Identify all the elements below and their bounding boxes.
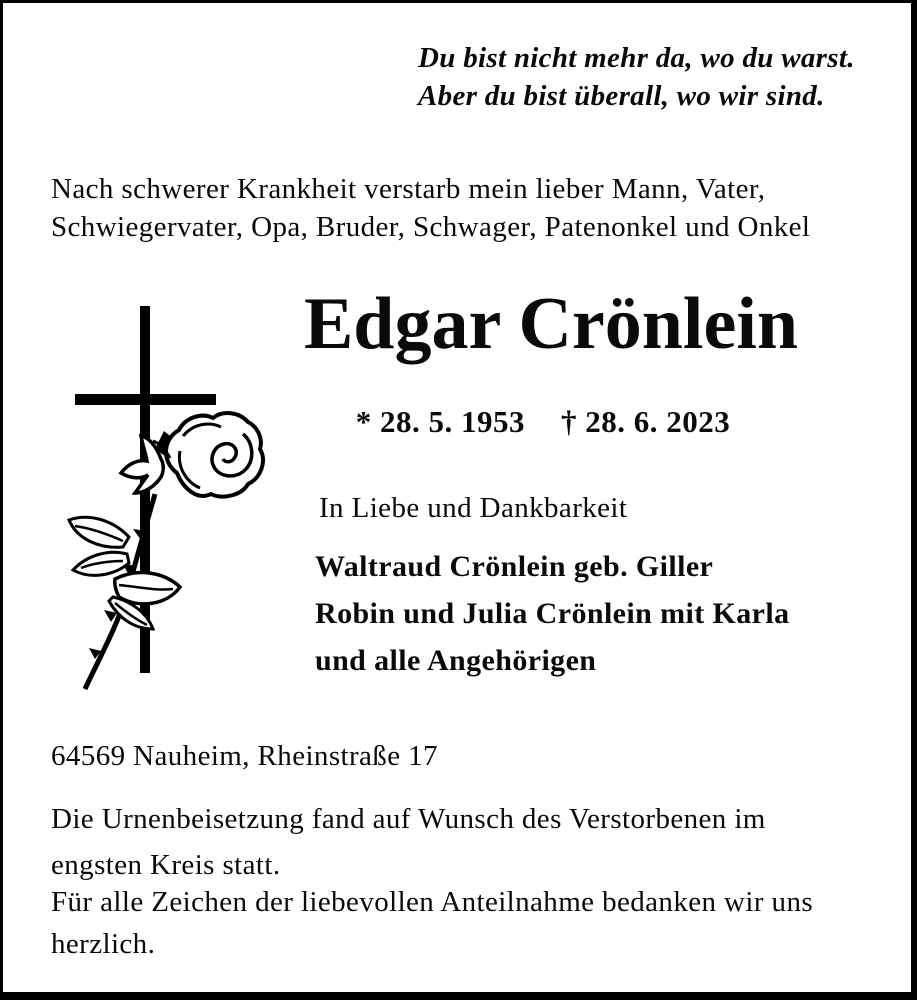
- death-date: † 28. 6. 2023: [561, 404, 731, 439]
- address: 64569 Nauheim, Rheinstraße 17: [51, 740, 438, 772]
- mourners-list: [315, 543, 790, 684]
- closing-paragraph-thanks: [51, 881, 813, 965]
- text-line: Schwiegervater, Opa, Bruder, Schwager, Patenonkel und Onkel: [51, 211, 811, 243]
- text-line: herzlich.: [51, 928, 156, 960]
- text-line: Die Urnenbeisetzung fand auf Wunsch des Verstorbenen im: [51, 803, 766, 835]
- closing-paragraph-burial: [51, 796, 766, 888]
- text-line: Du bist nicht mehr da, wo du warst.: [418, 42, 855, 74]
- cross-rose-icon: [43, 291, 283, 703]
- text-line: Aber du bist überall, wo wir sind.: [418, 80, 825, 112]
- deceased-name: Edgar Crönlein: [303, 283, 799, 365]
- text-line: und alle Angehörigen: [315, 644, 597, 677]
- text-line: Nach schwerer Krankheit verstarb mein lieber Mann, Vater,: [51, 173, 766, 205]
- life-dates: [273, 404, 813, 440]
- tribute-intro: In Liebe und Dankbarkeit: [319, 492, 628, 524]
- birth-date: * 28. 5. 1953: [355, 404, 525, 439]
- memorial-quote: [418, 39, 855, 115]
- text-line: engsten Kreis statt.: [51, 849, 281, 881]
- text-line: Waltraud Crönlein geb. Giller: [315, 550, 714, 583]
- intro-text: [51, 170, 810, 246]
- text-line: Robin und Julia Crönlein mit Karla: [315, 597, 790, 630]
- text-line: Für alle Zeichen der liebevollen Anteilnahme bedanken wir uns: [51, 886, 814, 918]
